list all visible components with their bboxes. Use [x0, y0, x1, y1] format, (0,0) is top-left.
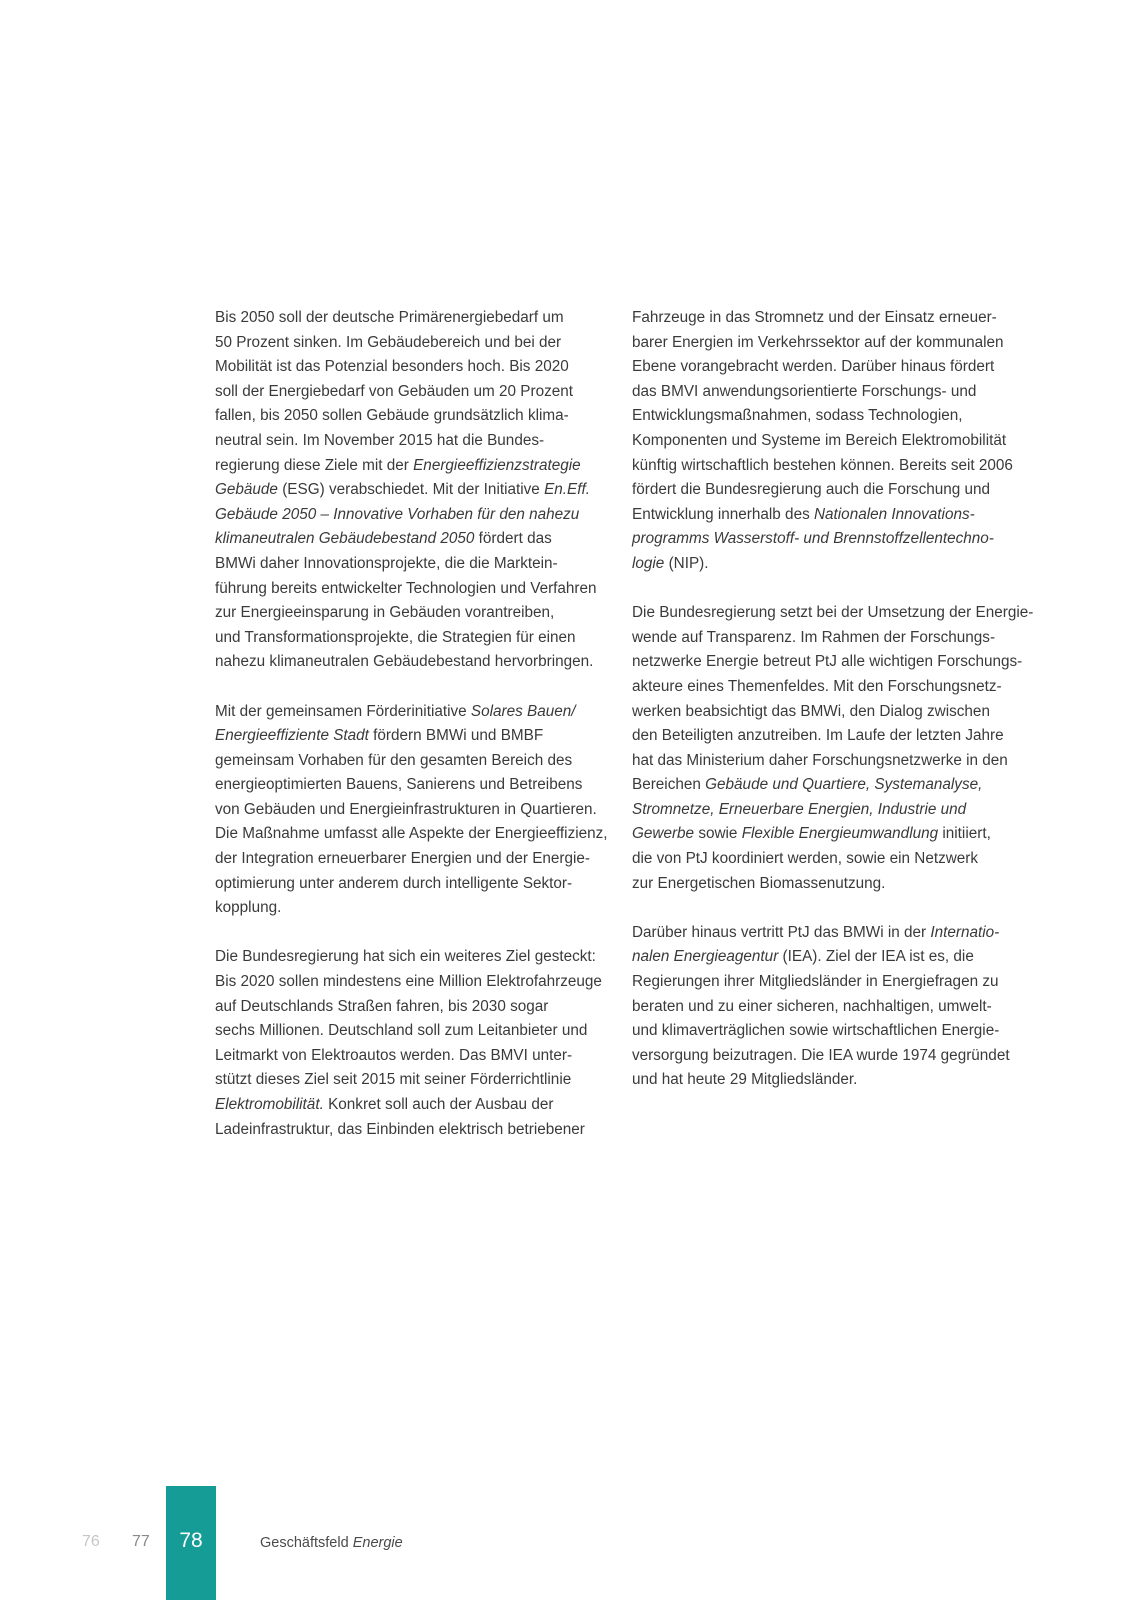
text-line: Stromnetze, Erneuerbare Energien, Industrie und — [632, 800, 967, 818]
section-label — [260, 1533, 403, 1553]
text-line: beraten und zu einer sicheren, nachhaltigen, umwelt- — [632, 997, 992, 1015]
text-line: Fahrzeuge in das Stromnetz und der Einsatz erneuer- — [632, 309, 997, 326]
text-line: das BMVI anwendungsorientierte Forschungs- und — [632, 382, 977, 400]
text-run: Darüber hinaus vertritt PtJ das BMWi in der — [632, 923, 931, 941]
text-line: künftig wirtschaftlich bestehen können. Bereits seit 2006 — [632, 456, 1013, 474]
text-run-italic: En.Eff. — [544, 481, 590, 499]
text-run-italic: Energieeffiziente Stadt — [215, 727, 369, 745]
text-run-italic: klimaneutralen Gebäudebestand 2050 — [215, 530, 475, 548]
text-line: gemeinsam Vorhaben für den gesamten Bereich des — [215, 751, 573, 769]
text-run-italic: Flexible Energieumwandlung — [741, 825, 939, 843]
text-run: (ESG) verabschiedet. Mit der Initiative — [277, 481, 545, 499]
text-line — [632, 945, 1020, 970]
text-run: Konkret soll auch der Ausbau der — [323, 1096, 554, 1113]
text-line — [215, 724, 598, 749]
text-line: fördert die Bundesregierung auch die Forschung und — [632, 481, 991, 499]
text-run-italic: Energieeffizienzstrategie — [413, 456, 581, 474]
text-run: initiiert, — [938, 825, 991, 843]
paragraph-solar-building — [215, 700, 608, 921]
text-line: Mobilität ist das Potenzial besonders hoch. Bis 2020 — [215, 358, 569, 376]
text-line — [215, 478, 598, 503]
text-run-italic: Internatio- — [930, 923, 1000, 941]
text-run: Mit der gemeinsamen Förderinitiative — [215, 702, 471, 720]
text-line: netzwerke Energie betreut PtJ alle wichtigen Forschungs- — [632, 653, 1023, 671]
text-line: Bis 2020 sollen mindestens eine Million Elektrofahrzeuge — [215, 973, 602, 991]
text-line: Ladeinfrastruktur, das Einbinden elektrisch betriebener — [215, 1120, 585, 1138]
text-line: und Transformationsprojekte, die Strategien für einen — [215, 628, 576, 646]
text-line: Ebene vorangebracht werden. Darüber hinaus fördert — [632, 358, 995, 376]
text-line: BMWi daher Innovationsprojekte, die die Marktein- — [215, 554, 558, 572]
text-line — [632, 552, 1020, 577]
text-line — [215, 700, 598, 725]
text-line: von Gebäuden und Energieinfrastrukturen in Quartieren. — [215, 800, 597, 818]
text-run-italic: Gebäude — [215, 481, 278, 499]
text-line: zur Energieeinsparung in Gebäuden vorantreiben, — [215, 604, 555, 622]
right-column — [632, 306, 1034, 1118]
text-line: auf Deutschlands Straßen fahren, bis 2030 sogar — [215, 997, 549, 1015]
text-line: wende auf Transparenz. Im Rahmen der Forschungs- — [632, 628, 996, 646]
text-run: (NIP). — [664, 554, 709, 572]
current-page-number: 78 — [179, 1529, 203, 1552]
paragraph-electromobility — [215, 945, 602, 1142]
text-line — [632, 921, 1020, 946]
text-run-italic: nalen Energieagentur — [632, 948, 779, 966]
page-footer — [0, 1486, 1132, 1600]
section-label-text: Geschäftsfeld — [260, 1535, 349, 1551]
text-line: Die Maßnahme umfasst alle Aspekte der Energieeffizienz, — [215, 825, 608, 843]
text-line: Komponenten und Systeme im Bereich Elektromobilität — [632, 431, 1007, 449]
section-name: Energie — [352, 1535, 403, 1551]
text-line: stützt dieses Ziel seit 2015 mit seiner Förderrichtlinie — [215, 1071, 572, 1089]
text-line: nahezu klimaneutralen Gebäudebestand hervorbringen. — [215, 653, 594, 671]
page-number-76[interactable]: 76 — [82, 1533, 100, 1550]
text-line — [215, 527, 598, 552]
text-run: Bereichen — [632, 776, 706, 794]
text-line: neutral sein. Im November 2015 hat die Bundes- — [215, 431, 545, 449]
paragraph-primary-energy — [215, 306, 598, 675]
text-line: akteure eines Themenfeldes. Mit den Forschungsnetz- — [632, 677, 1002, 695]
text-line: barer Energien im Verkehrssektor auf der kommunalen — [632, 333, 1004, 351]
text-run-italic: Nationalen Innovations- — [813, 505, 975, 523]
text-line: Die Bundesregierung setzt bei der Umsetzung der Energie- — [632, 604, 1034, 622]
left-column — [215, 306, 608, 1167]
text-run: regierung diese Ziele mit der — [215, 456, 414, 474]
text-run: fördern BMWi und BMBF — [368, 727, 544, 745]
text-line: 50 Prozent sinken. Im Gebäudebereich und bei der — [215, 333, 562, 351]
paragraph-research-networks — [632, 601, 1034, 896]
text-line: und hat heute 29 Mitgliedsländer. — [632, 1071, 858, 1089]
text-run: Entwicklung innerhalb des — [632, 505, 814, 523]
text-line: und klimaverträglichen sowie wirtschaftlichen Energie- — [632, 1022, 1000, 1040]
text-line — [632, 822, 1020, 847]
paragraph-grid-integration — [632, 306, 1020, 577]
text-line: zur Energetischen Biomassenutzung. — [632, 874, 886, 892]
text-line: den Beteiligten anzutreiben. Im Laufe der letzten Jahre — [632, 727, 1004, 745]
text-line: kopplung. — [215, 899, 282, 917]
text-line: versorgung beizutragen. Die IEA wurde 1974 gegründet — [632, 1046, 1010, 1064]
text-line: Gebäude 2050 – Innovative Vorhaben für den nahezu — [215, 505, 580, 523]
text-line: Leitmarkt von Elektroautos werden. Das BMVI unter- — [215, 1046, 573, 1064]
text-run-italic: Gebäude und Quartiere, Systemanalyse, — [705, 776, 983, 794]
text-line — [215, 1093, 598, 1118]
text-line: führung bereits entwickelter Technologien und Verfahren — [215, 579, 597, 597]
text-line: Bis 2050 soll der deutsche Primärenergiebedarf um — [215, 309, 564, 326]
text-line: der Integration erneuerbarer Energien und der Energie- — [215, 850, 591, 868]
text-line — [215, 454, 598, 479]
text-run: fördert das — [474, 530, 552, 548]
text-line: sechs Millionen. Deutschland soll zum Leitanbieter und — [215, 1022, 588, 1040]
page-number-77[interactable]: 77 — [132, 1533, 150, 1550]
text-run: sowie — [694, 825, 742, 843]
text-line — [632, 773, 1020, 798]
text-line: die von PtJ koordiniert werden, sowie ein Netzwerk — [632, 850, 979, 868]
text-run-italic: Solares Bauen/ — [470, 702, 576, 720]
text-line: programms Wasserstoff- und Brennstoffzellentechno- — [632, 530, 994, 548]
text-line — [632, 503, 1020, 528]
text-run-italic: Gewerbe — [632, 825, 695, 843]
text-line: optimierung unter anderem durch intelligente Sektor- — [215, 874, 573, 892]
text-line: Entwicklungsmaßnahmen, sodass Technologien, — [632, 407, 963, 425]
current-page-tab — [166, 1486, 216, 1600]
text-line: soll der Energiebedarf von Gebäuden um 20 Prozent — [215, 382, 574, 400]
text-run-italic: Elektromobilität. — [215, 1096, 324, 1113]
text-line: Regierungen ihrer Mitgliedsländer in Energiefragen zu — [632, 973, 999, 991]
paragraph-iea — [632, 921, 1020, 1093]
text-line: energieoptimierten Bauens, Sanierens und Betreibens — [215, 776, 583, 794]
text-line: hat das Ministerium daher Forschungsnetzwerke in den — [632, 751, 1008, 769]
text-run-italic: logie — [632, 554, 665, 572]
text-line: werken beabsichtigt das BMWi, den Dialog zwischen — [632, 702, 990, 720]
text-line: Die Bundesregierung hat sich ein weiteres Ziel gesteckt: — [215, 948, 596, 966]
text-line: fallen, bis 2050 sollen Gebäude grundsätzlich klima- — [215, 407, 569, 425]
text-run: (IEA). Ziel der IEA ist es, die — [778, 948, 974, 966]
